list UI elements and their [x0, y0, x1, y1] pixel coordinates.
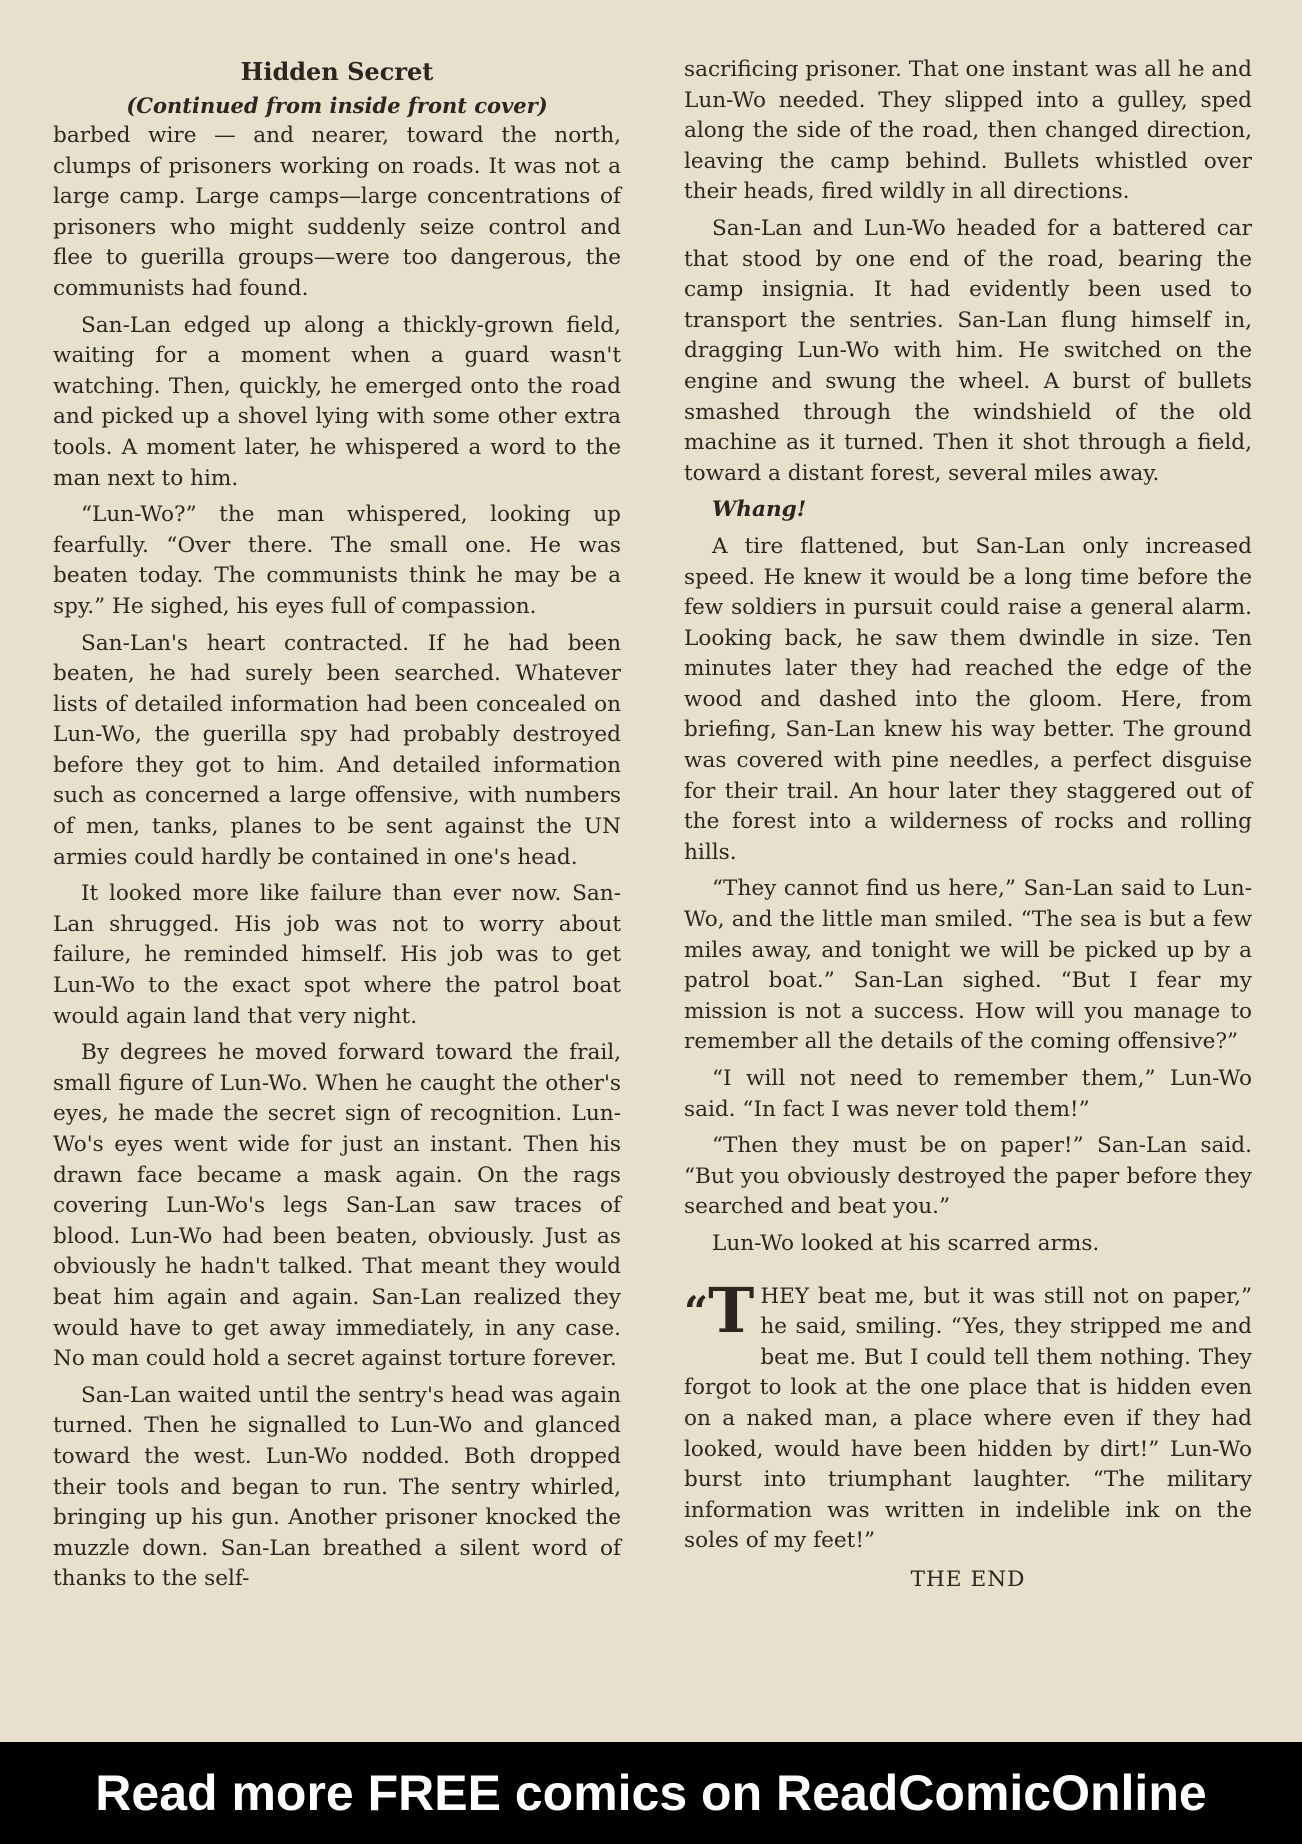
paragraph: By degrees he moved forward toward the frail, small figure of Lun-Wo. When he caught the other's eyes, he made the secret sign of recognition. Lun-Wo's eyes went wide for just an instant. Then his drawn face became a mask again. On the rags covering Lun-Wo's legs San-Lan saw traces of blood. Lun-Wo had been beaten, obviously. Just as obviously he hadn't talked. That meant they would beat him again and again. San-Lan realized they would have to get away immediately, in any case. No man could hold a secret against torture forever.: [53, 1040, 621, 1372]
paragraph: “They cannot find us here,” San-Lan said to Lun-Wo, and the little man smiled. “The sea is but a few miles away, and tonight we will be picked up by a patrol boat.” San-Lan sighed. “But I fear my mission is not a success. How will you manage to remember all the details of the coming offensive?”: [684, 876, 1252, 1055]
paragraph: San-Lan waited until the sentry's head was again turned. Then he signalled to Lun-Wo and glanced toward the west. Lun-Wo nodded. Both dropped their tools and began to run. The sentry whirled, bringing up his gun. Another prisoner knocked the muzzle down. San-Lan breathed a silent word of thanks to the self-: [53, 1382, 621, 1592]
paragraph: San-Lan's heart contracted. If he had been beaten, he had surely been searched. Whatever lists of detailed information had been concealed on Lun-Wo, the guerilla spy had probably destroyed before they got to him. And detailed information such as concerned a large offensive, with numbers of men, tanks, planes to be sent against the UN armies could hardly be contained in one's head.: [53, 630, 621, 870]
paragraph: barbed wire — and nearer, toward the north, clumps of prisoners working on roads. It was not a large camp. Large camps—large concentrations of prisoners who might suddenly seize control and flee to guerilla groups—were too dangerous, the communists had found.: [53, 123, 621, 301]
paragraph: Lun-Wo looked at his scarred arms.: [712, 1230, 1100, 1256]
paragraph: A tire flattened, but San-Lan only increased speed. He knew it would be a long time before the few soldiers in pursuit could raise a general alarm. Looking back, he saw them dwindle in size. Ten minutes later they had reached the edge of the wood and dashed into the gloom. Here, from briefing, San-Lan knew his way better. The ground was covered with pine needles, a perfect disguise for their trail. An hour later they staggered out of the forest into a wilderness of rocks and rolling hills.: [684, 533, 1252, 865]
drop-cap-quote-mark: “: [684, 1286, 709, 1336]
promo-banner[interactable]: [0, 1742, 1302, 1844]
paragraph: San-Lan edged up along a thickly-grown field, waiting for a moment when a guard wasn't watching. Then, quickly, he emerged onto the road and picked up a shovel lying with some other extra tools. A moment later, he whispered a word to the man next to him.: [53, 312, 621, 491]
final-paragraph-text: HEY beat me, but it was still not on paper,” he said, smiling. “Yes, they stripped me and beat me. But I could tell them nothing. They forgot to look at the one place that is hidden even on a naked man, a place where even if they had looked, would have been hidden by dirt!” Lun-Wo burst into triumphant laughter. “The military information was written in indelible ink on the soles of my feet!”: [684, 1283, 1252, 1554]
paragraph: sacrificing prisoner. That one instant was all he and Lun-Wo needed. They slipped into a gulley, sped along the side of the road, then changed direction, leaving the camp behind. Bullets whistled over their heads, fired wildly in all directions.: [684, 57, 1252, 205]
story-subtitle: (Continued from inside front cover): [126, 93, 548, 118]
drop-cap-letter: T: [708, 1273, 755, 1347]
paragraph: “Then they must be on paper!” San-Lan said. “But you obviously destroyed the paper before they searched and beat you.”: [684, 1133, 1252, 1220]
story-title: Hidden Secret: [240, 57, 434, 86]
sound-effect-whang: Whang!: [712, 497, 807, 523]
paragraph: “I will not need to remember them,” Lun-Wo said. “In fact I was never told them!”: [684, 1066, 1252, 1122]
promo-banner-text[interactable]: Read more FREE comics on ReadComicOnline: [95, 1765, 1207, 1821]
drop-cap-block: [684, 1273, 755, 1354]
final-paragraph: [684, 1273, 1252, 1557]
paragraph: It looked more like failure than ever now. San-Lan shrugged. His job was not to worry about failure, he reminded himself. His job was to get Lun-Wo to the exact spot where the patrol boat would again land that very night.: [53, 881, 621, 1029]
paragraph: San-Lan and Lun-Wo headed for a battered car that stood by one end of the road, bearing the camp insignia. It had evidently been used to transport the sentries. San-Lan flung himself in, dragging Lun-Wo with him. He switched on the engine and swung the wheel. A burst of bullets smashed through the windshield of the old machine as it turned. Then it shot through a field, toward a distant forest, several miles away.: [684, 215, 1252, 486]
the-end-label: THE END: [910, 1566, 1026, 1592]
right-column: [684, 55, 1252, 1602]
left-column: [53, 55, 621, 1601]
paragraph: “Lun-Wo?” the man whispered, looking up fearfully. “Over there. The small one. He was beaten today. The communists think he may be a spy.” He sighed, his eyes full of compassion.: [53, 502, 621, 619]
